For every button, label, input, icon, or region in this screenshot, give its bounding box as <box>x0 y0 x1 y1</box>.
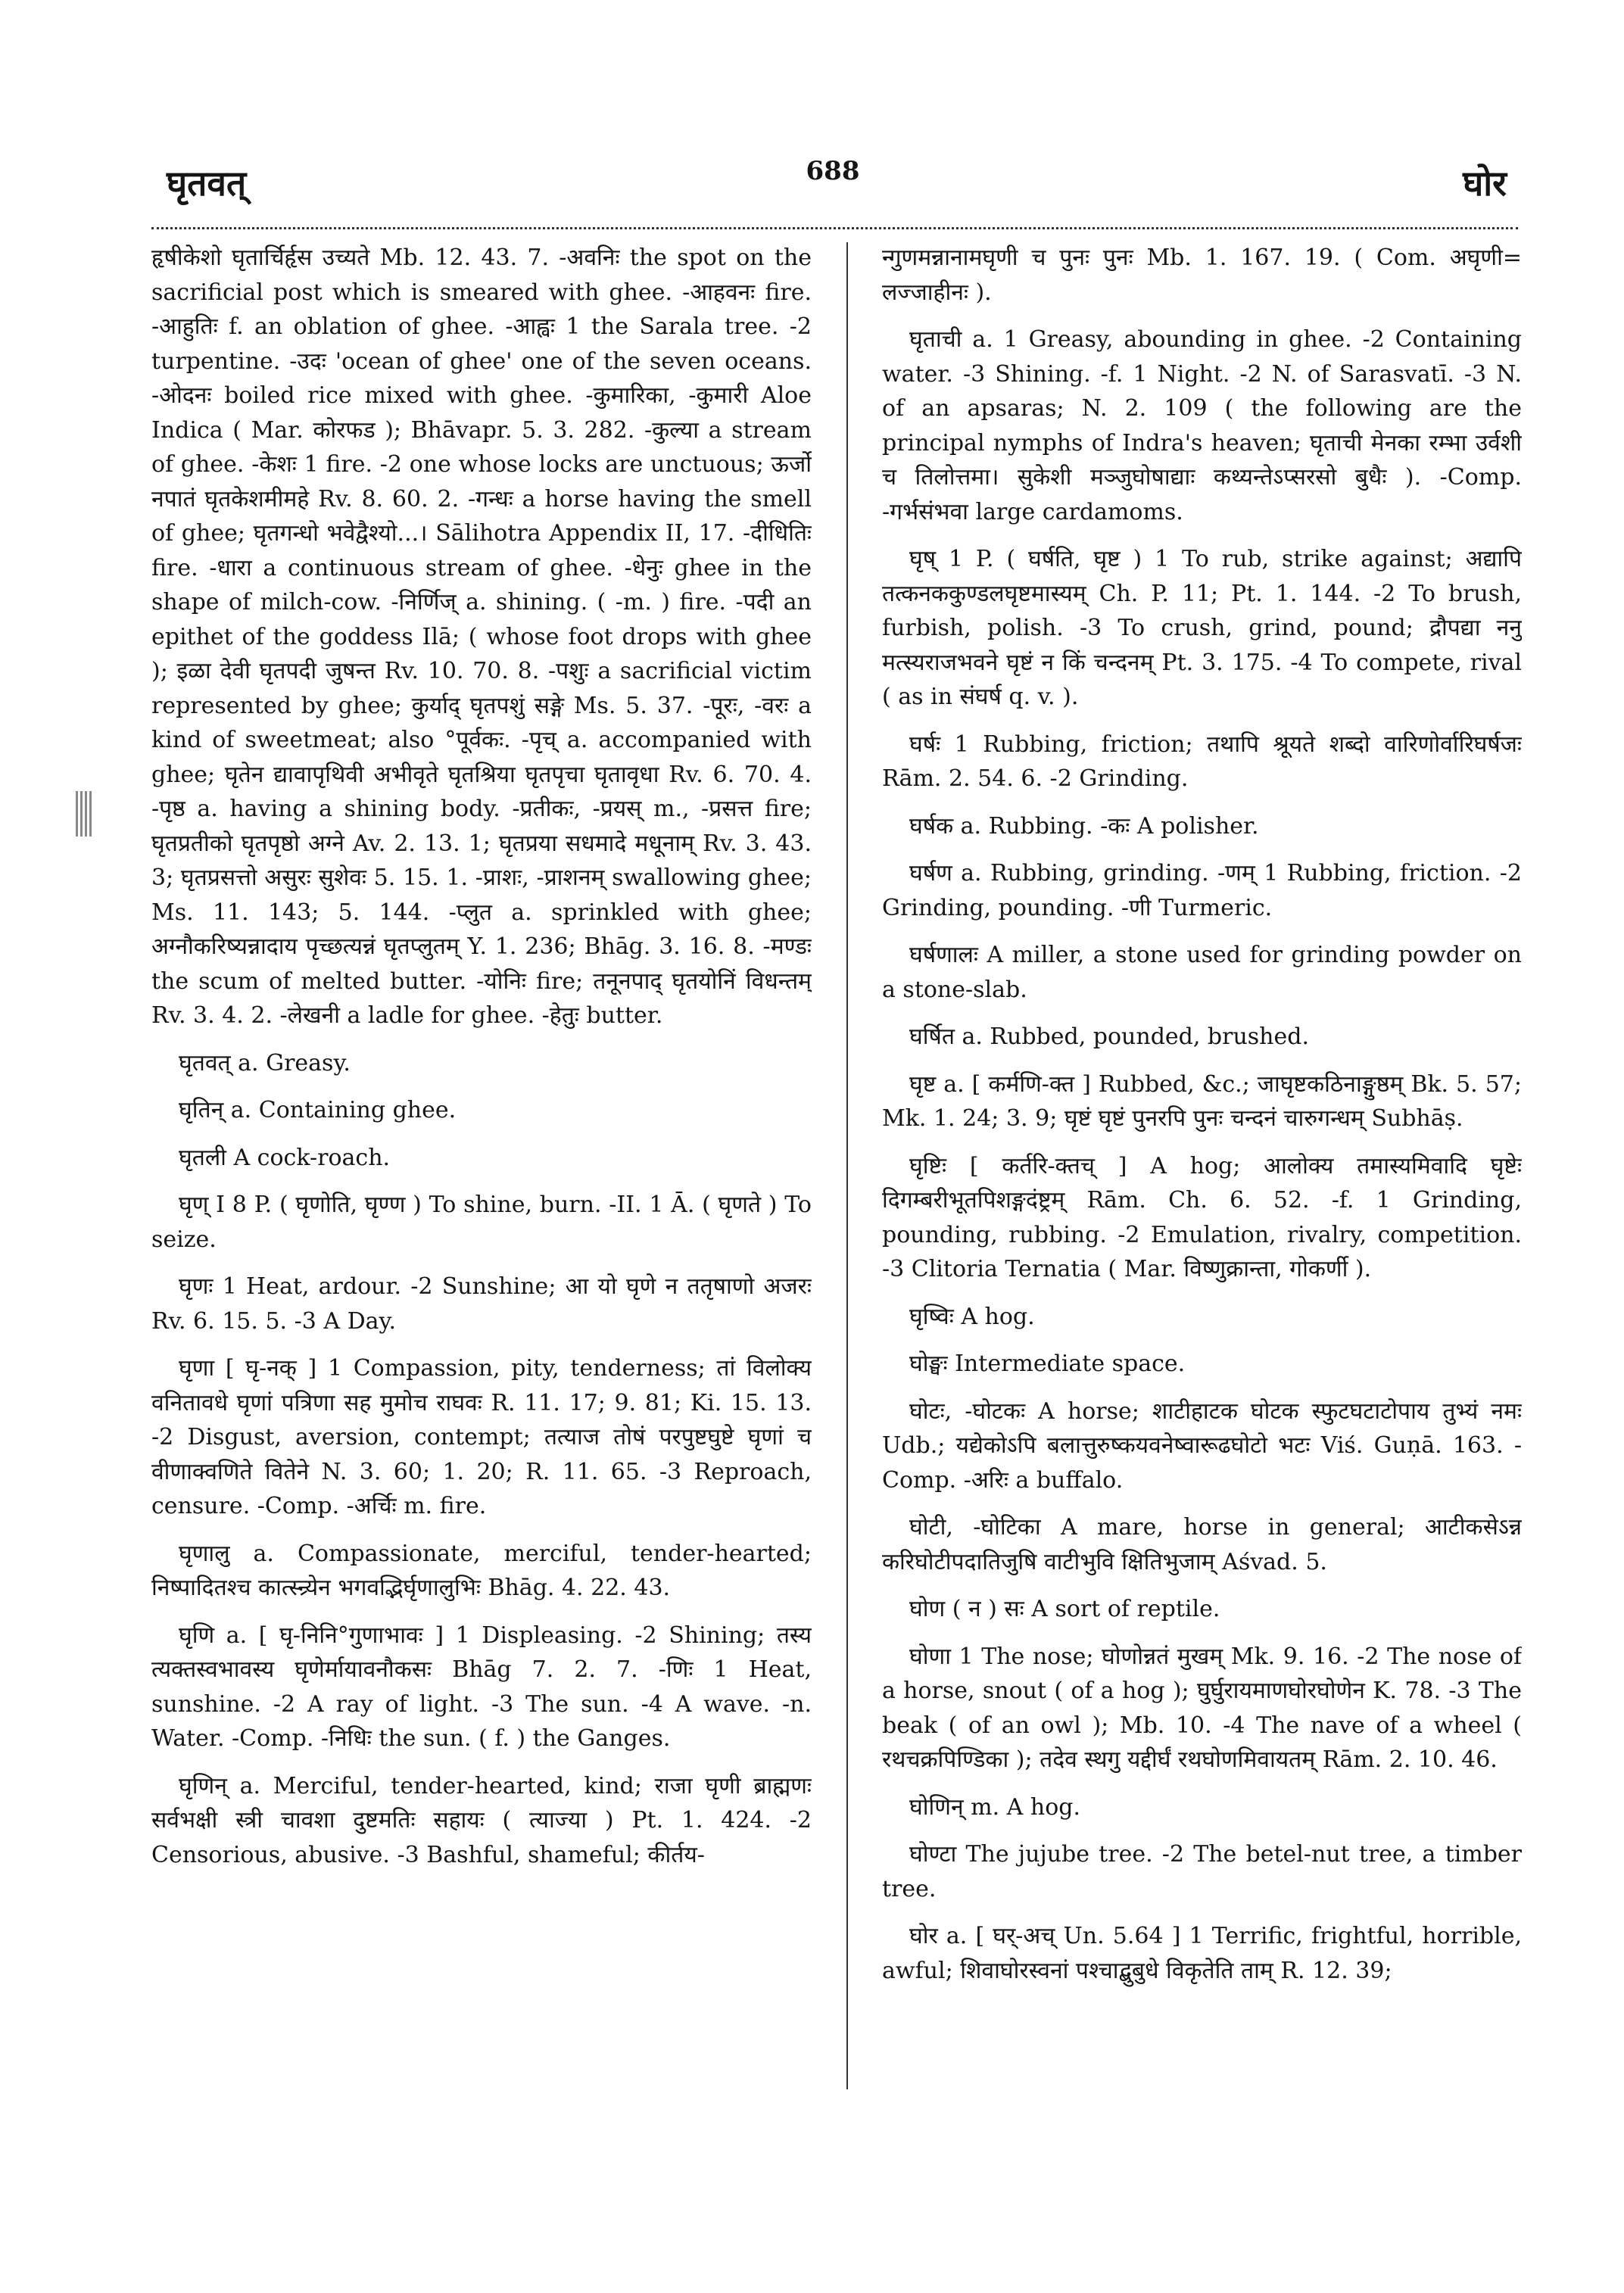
dictionary-entry: घृणालु a. Compassionate, merciful, tender-hearted; निष्पादितश्च कात्स्न्र्येन भगवद्भिर्घृणालुभिः Bhāg. 4. 22. 43. <box>151 1540 812 1601</box>
dictionary-entry: घृणि a. [ घृ-निनि°गुणाभावः ] 1 Displeasing. -2 Shining; तस्य त्यक्तस्वभावस्य घृणेर्मायावनौकसः Bhāg 7. 2. 7. -णिः 1 Heat, sunshine. -2 A ray of light. -3 The sun. -4 A wave. -n. Water. -Comp. -निधिः the sun. ( f. ) the Ganges. <box>151 1622 812 1752</box>
dictionary-entry: घोणा 1 The nose; घोणोन्नतं मुखम् Mk. 9. 16. -2 The nose of a horse, snout ( of a hog ); घुर्घुरायमाणघोरघोणेन K. 78. -3 The beak ( of an owl ); Mb. 10. -4 The nave of a wheel ( रथचक्रपिण्डिका ); तदेव स्थगु यद्दीर्घं रथघोणमिवायतम् Rām. 2. 10. 46. <box>882 1643 1522 1773</box>
page-header <box>151 151 1514 220</box>
dictionary-entry: घृतली A cock-roach. <box>179 1144 391 1171</box>
dictionary-entry: घर्षणालः A miller, a stone used for grinding powder on a stone-slab. <box>882 942 1522 1003</box>
column-divider <box>846 242 848 2089</box>
margin-mark <box>76 791 92 837</box>
left-column <box>151 241 812 2247</box>
dictionary-entry: घृणा [ घृ-नक् ] 1 Compassion, pity, tenderness; तां विलोक्य वनितावधे घृणां पत्रिणा सह मुमोच राघवः R. 11. 17; 9. 81; Ki. 15. 13. -2 Disgust, aversion, contempt; तत्याज तोषं परपुष्टघुष्टे घृणां च वीणाक्वणिते वितेने N. 3. 60; 1. 20; R. 11. 65. -3 Reproach, censure. -Comp. -अर्चिः m. fire. <box>151 1355 812 1519</box>
dictionary-entry: घृष्विः A hog. <box>909 1303 1035 1330</box>
dictionary-entry: घृतवत् a. Greasy. <box>179 1049 351 1076</box>
dictionary-entry: घोण ( न ) सः A sort of reptile. <box>909 1596 1220 1622</box>
page-number: 688 <box>806 156 860 186</box>
right-headword: घोर <box>1463 163 1507 204</box>
dictionary-entry: हृषीकेशो घृतार्चिर्हृस उच्यते Mb. 12. 43. 7. -अवनिः the spot on the sacrificial post which is smeared with ghee. -आहवनः fire. -आहुतिः f. an oblation of ghee. -आह्वः 1 the Sarala tree. -2 turpentine. -उदः 'ocean of ghee' one of the seven oceans. -ओदनः boiled rice mixed with ghee. -कुमारिका, -कुमारी Aloe Indica ( Mar. कोरफड ); Bhāvapr. 5. 3. 282. -कुल्या a stream of ghee. -केशः 1 fire. -2 one whose locks are unctuous; ऊर्जो नपातं घृतकेशमीमहे Rv. 8. 60. 2. -गन्धः a horse having the smell of ghee; घृतगन्धो भवेद्वैश्यो...। Sālihotra Appendix II, 17. -दीधितिः fire. -धारा a continuous stream of ghee. -धेनुः ghee in the shape of milch-cow. -निर्णिज् a. shining. ( -m. ) fire. -पदी an epithet of the goddess Ilā; ( whose foot drops with ghee ); इळा देवी घृतपदी जुषन्त Rv. 10. 70. 8. -पशुः a sacrificial victim represented by ghee; कुर्याद् घृतपशुं सङ्गे Ms. 5. 37. -पूरः, -वरः a kind of sweetmeat; also °पूर्वकः. -पृच् a. accompanied with ghee; घृतेन द्यावापृथिवी अभीवृते घृतश्रिया घृतपृचा घृतावृधा Rv. 6. 70. 4. -पृष्ठ a. having a shining body. -प्रतीकः, -प्रयस् m., -प्रसत्त fire; घृतप्रतीको घृतपृष्ठो अग्ने Av. 2. 13. 1; घृतप्रया सधमादे मधूनाम् Rv. 3. 43. 3; घृतप्रसत्तो असुरः सुशेवः 5. 15. 1. -प्राशः, -प्राशनम् swallowing ghee; Ms. 11. 143; 5. 144. -प्लुत a. sprinkled with ghee; अग्नौकरिष्यन्नादाय पृच्छत्यन्नं घृतप्लुतम् Y. 1. 236; Bhāg. 3. 16. 8. -मण्डः the scum of melted butter. -योनिः fire; तनूनपाद् घृतयोनिं विधन्तम् Rv. 3. 4. 2. -लेखनी a ladle for ghee. -हेतुः butter. <box>151 245 812 1029</box>
dictionary-entry: घृणः 1 Heat, ardour. -2 Sunshine; आ यो घृणे न ततृषाणो अजरः Rv. 6. 15. 5. -3 A Day. <box>151 1273 812 1335</box>
dictionary-entry: घृष्ट a. [ कर्मणि-क्त ] Rubbed, &c.; जाघृष्टकठिनाङ्गुष्ठम् Bk. 5. 57; Mk. 1. 24; 3. 9; घृष्टं घृष्टं पुनरपि पुनः चन्दनं चारुगन्धम् Subhāṣ. <box>882 1070 1522 1132</box>
dictionary-entry: घोङ्घः Intermediate space. <box>909 1351 1186 1377</box>
dictionary-entry: घोर a. [ घर्-अच् Un. 5.64 ] 1 Terrific, frightful, horrible, awful; शिवाघोरस्वनां पश्चाद्बुबुधे विकृतेति ताम् R. 12. 39; <box>882 1923 1522 1984</box>
dictionary-entry: घोटः, -घोटकः A horse; शाटीहाटक घोटक स्फुटघटाटोपाय तुभ्यं नमः Udb.; यद्येकोऽपि बलात्तुरुष्कयवनेष्वारूढघोटो भटः Viś. Guṇā. 163. -Comp. -अरिः a buffalo. <box>882 1397 1522 1494</box>
dictionary-entry: घृष् 1 P. ( घर्षति, घृष्ट ) 1 To rub, strike against; अद्यापि तत्कनककुण्डलघृष्टमास्यम् Ch. P. 11; Pt. 1. 144. -2 To brush, furbish, polish. -3 To crush, grind, pound; द्रौपद्या ननु मत्स्यराजभवने घृष्टं न किं चन्दनम् Pt. 3. 175. -4 To compete, rival ( as in संघर्ष q. v. ). <box>882 546 1522 710</box>
dictionary-entry: घर्षित a. Rubbed, pounded, brushed. <box>909 1023 1310 1050</box>
dictionary-entry: घर्षण a. Rubbing, grinding. -णम् 1 Rubbing, friction. -2 Grinding, pounding. -णी Turmeric. <box>882 860 1522 921</box>
left-headword: घृतवत् <box>167 163 247 204</box>
dictionary-entry: घर्षः 1 Rubbing, friction; तथापि श्रूयते शब्दो वारिणोर्वारिघर्षजः Rām. 2. 54. 6. -2 Grinding. <box>882 731 1522 792</box>
dictionary-entry: न्गुणमन्नानामघृणी च पुनः पुनः Mb. 1. 167. 19. ( Com. अघृणी= लज्जाहीनः ). <box>882 245 1522 306</box>
dictionary-entry: घृण् I 8 P. ( घृणोति, घृण्ण ) To shine, burn. -II. 1 Ā. ( घृणते ) To seize. <box>151 1192 812 1253</box>
dictionary-entry: घृताची a. 1 Greasy, abounding in ghee. -2 Containing water. -3 Shining. -f. 1 Night. -2 N. of Sarasvatī. -3 N. of an apsaras; N. 2. 109 ( the following are the principal nymphs of Indra's heaven; घृताची मेनका रम्भा उर्वशी च तिलोत्तमा। सुकेशी मञ्जुघोषाद्याः कथ्यन्तेऽप्सरसो बुधैः ). -Comp. -गर्भसंभवा large cardamoms. <box>882 326 1522 525</box>
dictionary-entry: घर्षक a. Rubbing. -कः A polisher. <box>909 812 1259 840</box>
dictionary-entry: घोणिन् m. A hog. <box>909 1793 1080 1821</box>
header-rule <box>151 227 1518 229</box>
right-column <box>882 241 1522 2247</box>
dictionary-entry: घोटी, -घोटिका A mare, horse in general; आटीकसेऽन्न करिघोटीपदातिजुषि वाटीभुवि क्षितिभुजाम् Aśvad. 5. <box>882 1514 1522 1575</box>
dictionary-entry: घोण्टा The jujube tree. -2 The betel-nut tree, a timber tree. <box>882 1841 1522 1902</box>
dictionary-entry: घृष्टिः [ कर्तरि-क्तच् ] A hog; आलोक्य तमास्यमिवादि घृष्टेः दिगम्बरीभूतपिशङ्गदंष्ट्रम् Rām. Ch. 6. 52. -f. 1 Grinding, pounding, rubbing. -2 Emulation, rivalry, competition. -3 Clitoria Ternatia ( Mar. विष्णुक्रान्ता, गोकर्णी ). <box>882 1152 1522 1282</box>
dictionary-entry: घृणिन् a. Merciful, tender-hearted, kind; राजा घृणी ब्राह्मणः सर्वभक्षी स्त्री चावशा दुष्टमतिः सहायः ( त्याज्या ) Pt. 1. 424. -2 Censorious, abusive. -3 Bashful, shameful; कीर्तय- <box>151 1772 812 1868</box>
dictionary-entry: घृतिन् a. Containing ghee. <box>179 1097 457 1123</box>
